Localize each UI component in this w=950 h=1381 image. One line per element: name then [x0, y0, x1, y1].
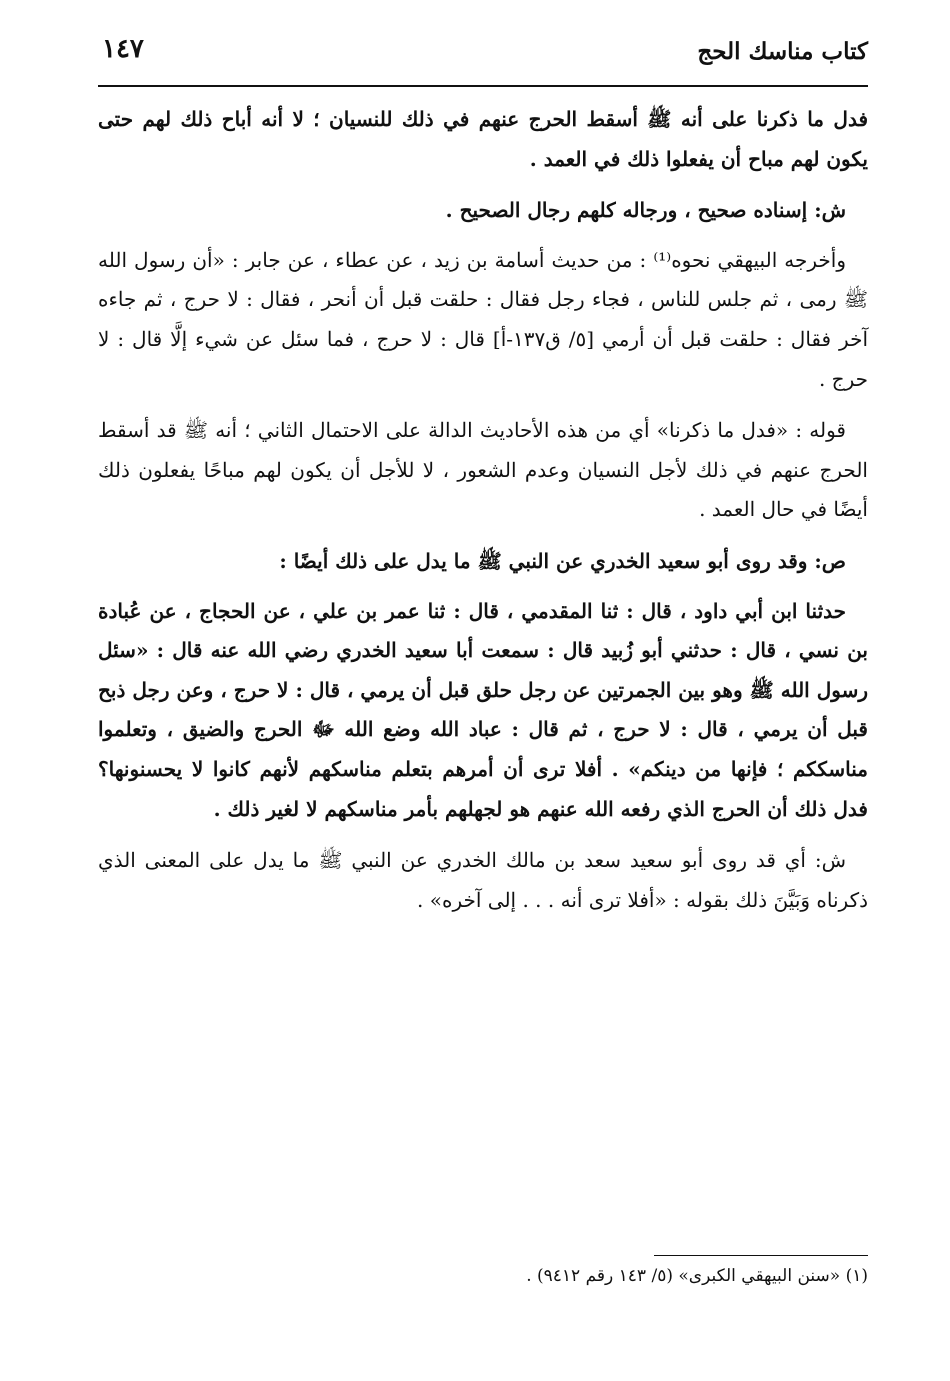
running-head-title: كتاب مناسك الحج [697, 38, 868, 65]
paragraph-regular: وأخرجه البيهقي نحوه⁽¹⁾ : من حديث أسامة بن زيد ، عن عطاء ، عن جابر : «أن رسول الله ﷺ رمى ، ثم جلس للناس ، فجاء رجل فقال : حلقت قبل أن أنحر ، فقال : لا حرج ، ثم جاءه آخر فقال : حلقت قبل أن أرمي [٥/ ق١٣٧-أ] قال : لا حرج ، فما سئل عن شيء إلَّا قال : لا حرج . [98, 247, 868, 391]
paragraph-bold: حدثنا ابن أبي داود ، قال : ثنا المقدمي ، قال : ثنا عمر بن علي ، عن الحجاج ، عن عُبادة بن نسي ، قال : حدثني أبو زُبيد قال : سمعت أبا سعيد الخدري رضي الله عنه قال : «سئل رسول الله ﷺ وهو بين الجمرتين عن رجل حلق قبل أن يرمي ، قال : لا حرج ، وعن رجل ذبح قبل أن يرمي ، قال : لا حرج ، ثم قال : عباد الله وضع الله ﷻ الحرج والضيق ، وتعلموا مناسككم ؛ فإنها من دينكم» . أفلا ترى أن أمرهم بتعلم مناسكهم لأنهم كانوا لا يحسنونها؟ فدل ذلك أن الحرج الذي رفعه الله عنهم هو لجهلهم بأمر مناسكهم لا لغير ذلك . [98, 598, 868, 821]
paragraph-regular: ش: أي قد روى أبو سعيد سعد بن مالك الخدري عن النبي ﷺ ما يدل على المعنى الذي ذكرناه وَبَيَّنَ ذلك بقوله : «أفلا ترى أنه . . . إلى آخره» . [98, 848, 868, 912]
paragraph-regular: قوله : «فدل ما ذكرنا» أي من هذه الأحاديث الدالة على الاحتمال الثاني ؛ أنه ﷺ قد أسقط الحرج عنهم في ذلك لأجل النسيان وعدم الشعور ، لا للأجل أن يكون لهم مباحًا يفعلون ذلك أيضًا في حال العمد . [98, 418, 868, 522]
header-divider [98, 85, 868, 87]
footnote-divider [654, 1255, 868, 1256]
paragraph-bold: فدل ما ذكرنا على أنه ﷺ أسقط الحرج عنهم في ذلك للنسيان ؛ لا أنه أباح ذلك لهم حتى يكون لهم مباح أن يفعلوا ذلك في العمد . [98, 107, 868, 171]
footnote: (١) «سنن البيهقي الكبرى» (٥/ ١٤٣ رقم ٩٤١٢) . [526, 1266, 868, 1286]
page-header [98, 30, 868, 80]
paragraph-commentary-heading: ش: إسناده صحيح ، ورجاله كلهم رجال الصحيح . [445, 198, 846, 223]
paragraph-text-heading: ص: وقد روى أبو سعيد الخدري عن النبي ﷺ ما يدل على ذلك أيضًا : [279, 548, 846, 573]
main-text [98, 100, 868, 932]
page-number: ١٤٧ [102, 34, 144, 64]
